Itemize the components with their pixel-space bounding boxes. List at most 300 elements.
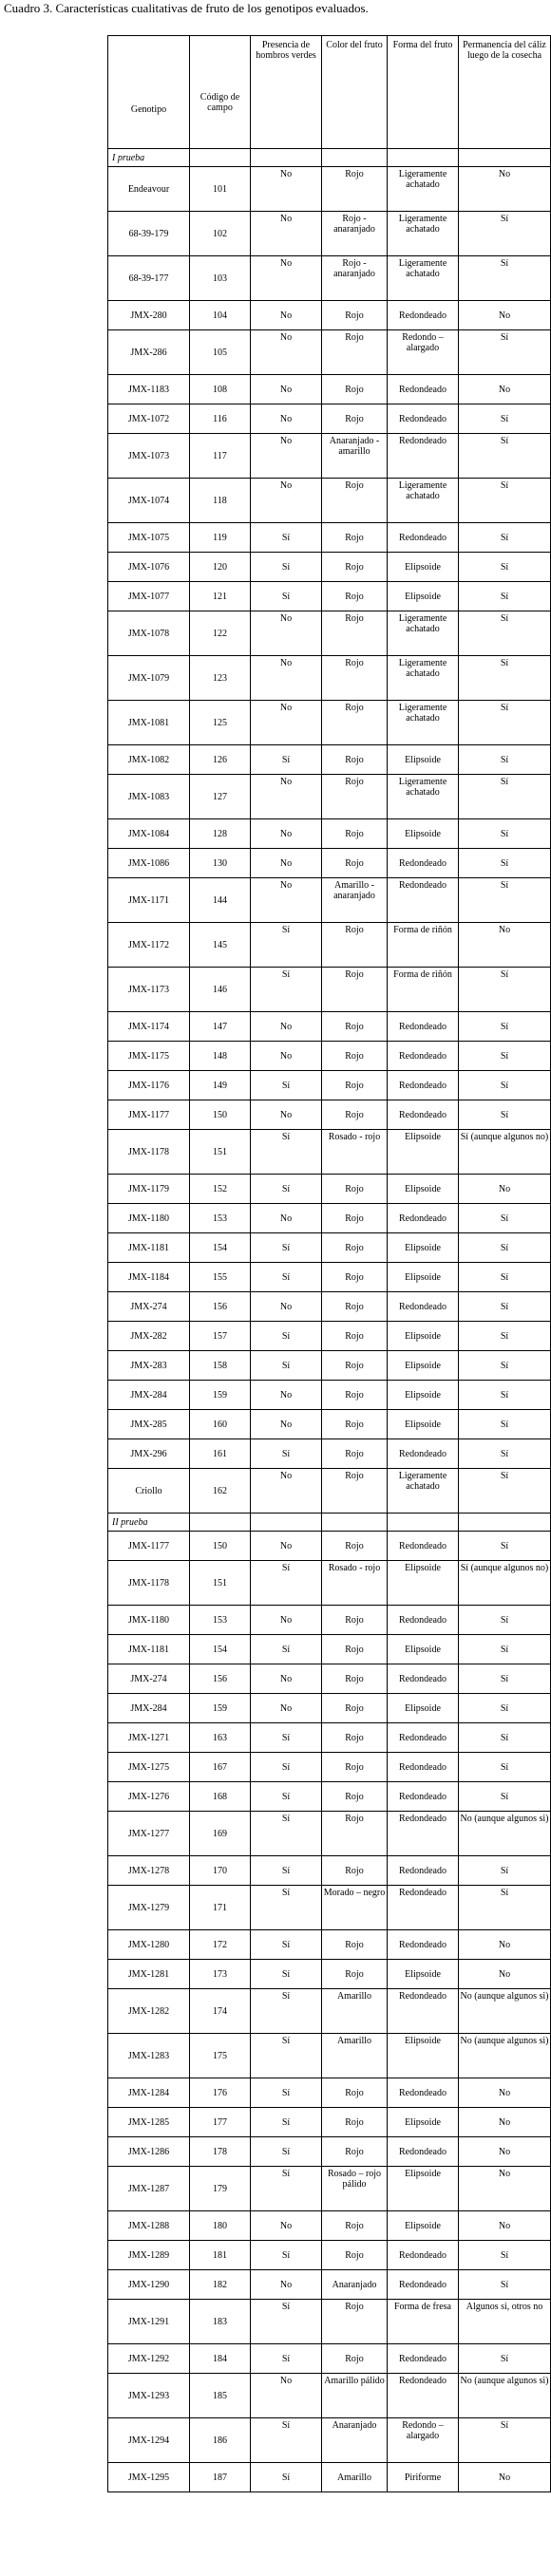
table-row: [108, 656, 551, 701]
genotipo-cell: JMX-1172: [108, 923, 190, 968]
genotipo-cell: JMX-1073: [108, 434, 190, 479]
hombros-cell: Sí: [251, 2108, 322, 2137]
genotipo-cell: JMX-1281: [108, 1960, 190, 1989]
codigo-cell: 161: [190, 1439, 251, 1469]
forma-cell: Ligeramente achatado: [388, 479, 459, 523]
forma-cell: Elipsoide: [388, 1635, 459, 1664]
forma-cell: Redondeado: [388, 1886, 459, 1930]
hombros-cell: Sí: [251, 2300, 322, 2344]
color-cell: Rojo: [322, 1606, 388, 1635]
color-cell: Rojo: [322, 553, 388, 582]
genotipo-cell: JMX-1293: [108, 2374, 190, 2418]
color-cell: Rojo: [322, 1635, 388, 1664]
caliz-cell: Sí: [459, 878, 551, 923]
color-cell: Rojo: [322, 1856, 388, 1886]
hombros-cell: No: [251, 301, 322, 330]
color-cell: Rojo: [322, 1322, 388, 1351]
genotipo-cell: JMX-1175: [108, 1042, 190, 1071]
genotipo-cell: JMX-1288: [108, 2211, 190, 2241]
hombros-cell: No: [251, 2374, 322, 2418]
codigo-cell: 155: [190, 1263, 251, 1292]
section-empty-cell: [190, 149, 251, 167]
color-cell: Rosado - rojo: [322, 1561, 388, 1606]
forma-cell: Redondeado: [388, 1606, 459, 1635]
table-row: [108, 2108, 551, 2137]
color-cell: Rojo: [322, 1930, 388, 1960]
color-cell: Rojo: [322, 479, 388, 523]
hombros-cell: No: [251, 1012, 322, 1042]
forma-cell: Redondeado: [388, 2078, 459, 2108]
genotipo-cell: JMX-1076: [108, 553, 190, 582]
caliz-cell: Sí: [459, 1042, 551, 1071]
caliz-cell: Sí: [459, 1753, 551, 1782]
caliz-cell: Sí: [459, 1664, 551, 1694]
caliz-cell: No: [459, 2137, 551, 2167]
genotipo-cell: JMX-1178: [108, 1561, 190, 1606]
genotipo-cell: Criollo: [108, 1469, 190, 1514]
caliz-cell: Sí: [459, 611, 551, 656]
hombros-cell: No: [251, 849, 322, 878]
color-cell: Anaranjado: [322, 2270, 388, 2300]
color-cell: Rojo: [322, 1012, 388, 1042]
table-row: [108, 1930, 551, 1960]
table-row: [108, 1130, 551, 1175]
table-row: [108, 2270, 551, 2300]
genotipo-cell: JMX-1077: [108, 582, 190, 611]
color-cell: Rojo: [322, 701, 388, 745]
col-header-color: Color del fruto: [322, 36, 388, 149]
table-row: [108, 1812, 551, 1856]
genotipo-cell: JMX-1282: [108, 1989, 190, 2034]
table-row: [108, 1351, 551, 1381]
caliz-cell: Sí: [459, 1723, 551, 1753]
hombros-cell: Sí: [251, 923, 322, 968]
color-cell: Rojo: [322, 1753, 388, 1782]
genotipo-cell: JMX-1278: [108, 1856, 190, 1886]
section-empty-cell: [251, 149, 322, 167]
table-row: [108, 256, 551, 301]
caliz-cell: Sí: [459, 1782, 551, 1812]
caliz-cell: Sí: [459, 1410, 551, 1439]
hombros-cell: Sí: [251, 968, 322, 1012]
caliz-cell: Sí: [459, 1439, 551, 1469]
col-header-caliz: Permanencia del cáliz luego de la cosecha: [459, 36, 551, 149]
caliz-cell: Sí: [459, 1532, 551, 1561]
caliz-cell: No (aunque algunos si): [459, 2374, 551, 2418]
color-cell: Rojo: [322, 1410, 388, 1439]
hombros-cell: No: [251, 479, 322, 523]
caliz-cell: Sí: [459, 1694, 551, 1723]
genotipo-cell: JMX-280: [108, 301, 190, 330]
codigo-cell: 130: [190, 849, 251, 878]
forma-cell: Redondeado: [388, 849, 459, 878]
color-cell: Rojo: [322, 2137, 388, 2167]
codigo-cell: 151: [190, 1130, 251, 1175]
codigo-cell: 174: [190, 1989, 251, 2034]
forma-cell: Redondeado: [388, 1989, 459, 2034]
codigo-cell: 176: [190, 2078, 251, 2108]
table-row: [108, 1322, 551, 1351]
genotipo-cell: JMX-285: [108, 1410, 190, 1439]
color-cell: Rojo: [322, 819, 388, 849]
codigo-cell: 157: [190, 1322, 251, 1351]
table-row: [108, 1042, 551, 1071]
color-cell: Rosado – rojo pálido: [322, 2167, 388, 2211]
table-row: [108, 1100, 551, 1130]
codigo-cell: 150: [190, 1532, 251, 1561]
hombros-cell: No: [251, 1042, 322, 1071]
table-row: [108, 212, 551, 256]
codigo-cell: 173: [190, 1960, 251, 1989]
forma-cell: Elipsoide: [388, 1351, 459, 1381]
codigo-cell: 156: [190, 1292, 251, 1322]
codigo-cell: 148: [190, 1042, 251, 1071]
table-row: [108, 1664, 551, 1694]
codigo-cell: 180: [190, 2211, 251, 2241]
table-row: [108, 1960, 551, 1989]
color-cell: Rojo: [322, 2078, 388, 2108]
forma-cell: Elipsoide: [388, 1322, 459, 1351]
caliz-cell: Sí: [459, 1886, 551, 1930]
forma-cell: Elipsoide: [388, 2211, 459, 2241]
codigo-cell: 116: [190, 404, 251, 434]
forma-cell: Redondeado: [388, 1782, 459, 1812]
caliz-cell: Sí: [459, 434, 551, 479]
caliz-cell: Sí: [459, 1322, 551, 1351]
caliz-cell: Sí: [459, 745, 551, 775]
color-cell: Morado – negro: [322, 1886, 388, 1930]
table-row: [108, 1989, 551, 2034]
codigo-cell: 146: [190, 968, 251, 1012]
hombros-cell: No: [251, 701, 322, 745]
codigo-cell: 120: [190, 553, 251, 582]
hombros-cell: Sí: [251, 2078, 322, 2108]
genotipo-cell: JMX-1079: [108, 656, 190, 701]
table-row: [108, 1635, 551, 1664]
hombros-cell: Sí: [251, 2034, 322, 2078]
forma-cell: Elipsoide: [388, 1381, 459, 1410]
genotipo-cell: JMX-1177: [108, 1532, 190, 1561]
table-row: [108, 375, 551, 404]
codigo-cell: 153: [190, 1204, 251, 1233]
codigo-cell: 186: [190, 2418, 251, 2463]
codigo-cell: 105: [190, 330, 251, 375]
genotipo-cell: JMX-1277: [108, 1812, 190, 1856]
codigo-cell: 103: [190, 256, 251, 301]
col-header-codigo: [190, 36, 251, 149]
caliz-cell: No: [459, 1960, 551, 1989]
caliz-cell: Sí: [459, 2241, 551, 2270]
caliz-cell: Sí: [459, 1351, 551, 1381]
genotipo-cell: JMX-274: [108, 1664, 190, 1694]
caliz-cell: Sí: [459, 819, 551, 849]
forma-cell: Redondeado: [388, 1292, 459, 1322]
codigo-cell: 127: [190, 775, 251, 819]
codigo-cell: 150: [190, 1100, 251, 1130]
genotipo-cell: JMX-1284: [108, 2078, 190, 2108]
color-cell: Rojo: [322, 611, 388, 656]
table-row: [108, 1856, 551, 1886]
hombros-cell: No: [251, 611, 322, 656]
genotipo-cell: JMX-1294: [108, 2418, 190, 2463]
color-cell: Rojo: [322, 1351, 388, 1381]
table-row: [108, 1886, 551, 1930]
caliz-cell: Sí: [459, 775, 551, 819]
hombros-cell: Sí: [251, 1130, 322, 1175]
forma-cell: Redondeado: [388, 1012, 459, 1042]
table-row: [108, 1469, 551, 1514]
forma-cell: Ligeramente achatado: [388, 256, 459, 301]
table-row: [108, 1233, 551, 1263]
genotipo-cell: JMX-1174: [108, 1012, 190, 1042]
genotipo-cell: JMX-284: [108, 1381, 190, 1410]
caliz-cell: Sí: [459, 256, 551, 301]
hombros-cell: No: [251, 1100, 322, 1130]
color-cell: Rojo: [322, 968, 388, 1012]
caliz-cell: No: [459, 1175, 551, 1204]
caliz-cell: No: [459, 2108, 551, 2137]
col-header-hombros: Presencia de hombros verdes: [251, 36, 322, 149]
codigo-cell: 175: [190, 2034, 251, 2078]
section-empty-cell: [388, 1514, 459, 1532]
hombros-cell: Sí: [251, 1351, 322, 1381]
codigo-cell: 101: [190, 167, 251, 212]
genotipo-cell: JMX-283: [108, 1351, 190, 1381]
caliz-cell: Sí (aunque algunos no): [459, 1130, 551, 1175]
forma-cell: Redondeado: [388, 434, 459, 479]
col-header-codigo-text: Código de campo: [200, 92, 240, 113]
forma-cell: Redondeado: [388, 1532, 459, 1561]
codigo-cell: 167: [190, 1753, 251, 1782]
color-cell: Rojo: [322, 2108, 388, 2137]
hombros-cell: No: [251, 775, 322, 819]
table-row: [108, 167, 551, 212]
forma-cell: Ligeramente achatado: [388, 212, 459, 256]
caliz-cell: Sí: [459, 1469, 551, 1514]
genotipo-cell: JMX-1283: [108, 2034, 190, 2078]
genotype-table: [107, 35, 551, 2492]
codigo-cell: 125: [190, 701, 251, 745]
hombros-cell: No: [251, 375, 322, 404]
caliz-cell: Sí: [459, 479, 551, 523]
caliz-cell: No: [459, 301, 551, 330]
hombros-cell: Sí: [251, 745, 322, 775]
caliz-cell: No (aunque algunos si): [459, 1812, 551, 1856]
color-cell: Rojo: [322, 1782, 388, 1812]
hombros-cell: Sí: [251, 1856, 322, 1886]
forma-cell: Redondeado: [388, 2241, 459, 2270]
forma-cell: Piriforme: [388, 2463, 459, 2492]
genotipo-cell: JMX-1286: [108, 2137, 190, 2167]
table-row: [108, 2374, 551, 2418]
hombros-cell: No: [251, 1664, 322, 1694]
color-cell: Rojo: [322, 1100, 388, 1130]
hombros-cell: Sí: [251, 1989, 322, 2034]
caliz-cell: Sí: [459, 656, 551, 701]
color-cell: Rojo: [322, 1175, 388, 1204]
codigo-cell: 182: [190, 2270, 251, 2300]
codigo-cell: 154: [190, 1635, 251, 1664]
codigo-cell: 158: [190, 1351, 251, 1381]
genotipo-cell: JMX-1285: [108, 2108, 190, 2137]
genotipo-cell: JMX-1276: [108, 1782, 190, 1812]
table-row: [108, 2418, 551, 2463]
genotipo-cell: JMX-1176: [108, 1071, 190, 1100]
genotipo-cell: JMX-1074: [108, 479, 190, 523]
caliz-cell: No (aunque algunos si): [459, 1989, 551, 2034]
forma-cell: Elipsoide: [388, 2167, 459, 2211]
section-empty-cell: [459, 149, 551, 167]
hombros-cell: No: [251, 1469, 322, 1514]
caliz-cell: Sí: [459, 1856, 551, 1886]
codigo-cell: 160: [190, 1410, 251, 1439]
codigo-cell: 185: [190, 2374, 251, 2418]
color-cell: Rojo: [322, 1469, 388, 1514]
genotipo-cell: JMX-1178: [108, 1130, 190, 1175]
codigo-cell: 169: [190, 1812, 251, 1856]
color-cell: Rojo: [322, 2300, 388, 2344]
codigo-cell: 184: [190, 2344, 251, 2374]
table-row: [108, 1012, 551, 1042]
genotipo-cell: JMX-1290: [108, 2270, 190, 2300]
hombros-cell: No: [251, 1532, 322, 1561]
table-row: [108, 523, 551, 553]
color-cell: Rojo: [322, 745, 388, 775]
hombros-cell: Sí: [251, 2463, 322, 2492]
codigo-cell: 122: [190, 611, 251, 656]
caliz-cell: Sí: [459, 968, 551, 1012]
forma-cell: Ligeramente achatado: [388, 611, 459, 656]
hombros-cell: No: [251, 1410, 322, 1439]
caliz-cell: Sí: [459, 1204, 551, 1233]
caliz-cell: Sí (aunque algunos no): [459, 1561, 551, 1606]
forma-cell: Elipsoide: [388, 1410, 459, 1439]
codigo-cell: 119: [190, 523, 251, 553]
color-cell: Rojo: [322, 849, 388, 878]
forma-cell: Redondeado: [388, 878, 459, 923]
caliz-cell: No (aunque algunos si): [459, 2034, 551, 2078]
color-cell: Rojo: [322, 1292, 388, 1322]
forma-cell: Forma de fresa: [388, 2300, 459, 2344]
table-row: [108, 434, 551, 479]
genotipo-cell: JMX-1292: [108, 2344, 190, 2374]
forma-cell: Redondeado: [388, 1930, 459, 1960]
forma-cell: Redondo – alargado: [388, 2418, 459, 2463]
forma-cell: Elipsoide: [388, 1960, 459, 1989]
codigo-cell: 123: [190, 656, 251, 701]
forma-cell: Redondeado: [388, 301, 459, 330]
table-row: [108, 1782, 551, 1812]
hombros-cell: Sí: [251, 2167, 322, 2211]
genotipo-cell: 68-39-177: [108, 256, 190, 301]
color-cell: Amarillo: [322, 1989, 388, 2034]
forma-cell: Redondeado: [388, 1042, 459, 1071]
caliz-cell: Sí: [459, 404, 551, 434]
caliz-cell: No: [459, 2211, 551, 2241]
color-cell: Rojo: [322, 2344, 388, 2374]
caliz-cell: Sí: [459, 212, 551, 256]
forma-cell: Ligeramente achatado: [388, 775, 459, 819]
genotipo-cell: JMX-1078: [108, 611, 190, 656]
hombros-cell: No: [251, 212, 322, 256]
table-row: [108, 1753, 551, 1782]
color-cell: Rojo - anaranjado: [322, 256, 388, 301]
color-cell: Rojo: [322, 923, 388, 968]
forma-cell: Redondeado: [388, 404, 459, 434]
table-row: [108, 1175, 551, 1204]
codigo-cell: 177: [190, 2108, 251, 2137]
table-row: [108, 2241, 551, 2270]
caliz-cell: No: [459, 375, 551, 404]
genotipo-cell: JMX-1173: [108, 968, 190, 1012]
color-cell: Rojo: [322, 2211, 388, 2241]
genotipo-cell: JMX-1271: [108, 1723, 190, 1753]
table-row: [108, 1606, 551, 1635]
caliz-cell: Sí: [459, 1635, 551, 1664]
genotipo-cell: Endeavour: [108, 167, 190, 212]
genotipo-cell: 68-39-179: [108, 212, 190, 256]
color-cell: Rojo: [322, 1233, 388, 1263]
caliz-cell: No: [459, 923, 551, 968]
table-row: [108, 2078, 551, 2108]
genotipo-cell: JMX-1180: [108, 1606, 190, 1635]
caliz-cell: No: [459, 2167, 551, 2211]
codigo-cell: 171: [190, 1886, 251, 1930]
forma-cell: Ligeramente achatado: [388, 1469, 459, 1514]
table-row: [108, 1410, 551, 1439]
table-row: [108, 1263, 551, 1292]
color-cell: Rojo: [322, 1071, 388, 1100]
forma-cell: Ligeramente achatado: [388, 656, 459, 701]
table-row: [108, 2344, 551, 2374]
section-empty-cell: [322, 149, 388, 167]
color-cell: Anaranjado: [322, 2418, 388, 2463]
color-cell: Rojo - anaranjado: [322, 212, 388, 256]
genotipo-cell: JMX-296: [108, 1439, 190, 1469]
color-cell: Rojo: [322, 1812, 388, 1856]
hombros-cell: No: [251, 434, 322, 479]
table-row: [108, 1694, 551, 1723]
table-row: [108, 1439, 551, 1469]
codigo-cell: 181: [190, 2241, 251, 2270]
hombros-cell: Sí: [251, 2344, 322, 2374]
table-row: [108, 2167, 551, 2211]
table-row: [108, 611, 551, 656]
table-row: [108, 2034, 551, 2078]
hombros-cell: Sí: [251, 1071, 322, 1100]
hombros-cell: Sí: [251, 1886, 322, 1930]
section-empty-cell: [190, 1514, 251, 1532]
hombros-cell: No: [251, 167, 322, 212]
codigo-cell: 108: [190, 375, 251, 404]
hombros-cell: No: [251, 404, 322, 434]
codigo-cell: 126: [190, 745, 251, 775]
table-row: [108, 2211, 551, 2241]
color-cell: Rojo: [322, 1263, 388, 1292]
codigo-cell: 159: [190, 1381, 251, 1410]
forma-cell: Redondeado: [388, 1753, 459, 1782]
caliz-cell: Sí: [459, 1233, 551, 1263]
hombros-cell: No: [251, 2270, 322, 2300]
caliz-cell: Sí: [459, 1263, 551, 1292]
forma-cell: Redondo – alargado: [388, 330, 459, 375]
genotipo-cell: JMX-1289: [108, 2241, 190, 2270]
genotipo-cell: JMX-1082: [108, 745, 190, 775]
genotipo-cell: JMX-1086: [108, 849, 190, 878]
color-cell: Anaranjado - amarillo: [322, 434, 388, 479]
caliz-cell: Sí: [459, 330, 551, 375]
hombros-cell: Sí: [251, 1322, 322, 1351]
